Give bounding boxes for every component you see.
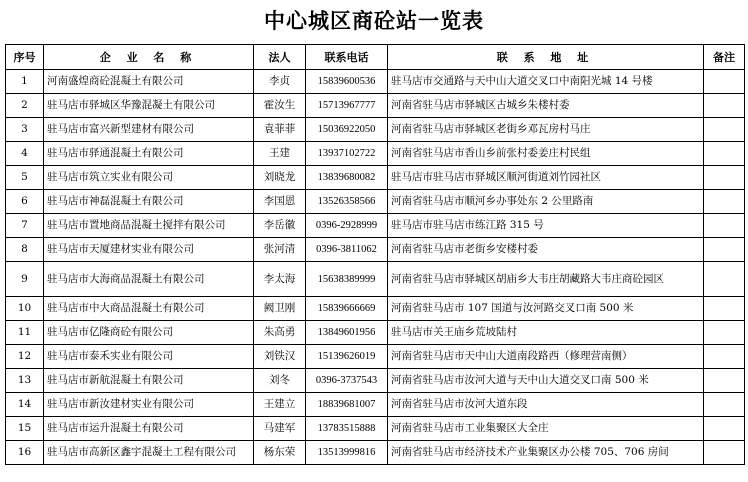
page-title: 中心城区商砼站一览表 bbox=[264, 9, 484, 33]
row-num: 15 bbox=[6, 417, 44, 441]
note bbox=[704, 94, 745, 118]
legal-person: 李岳徽 bbox=[254, 214, 306, 238]
station-table bbox=[5, 44, 745, 465]
note bbox=[704, 321, 745, 345]
address: 驻马店市交通路与天中山大道交叉口中南阳光城 14 号楼 bbox=[388, 70, 704, 94]
table-row bbox=[6, 118, 745, 142]
address: 河南省驻马店市老街乡安楼村委 bbox=[388, 238, 704, 262]
row-num: 7 bbox=[6, 214, 44, 238]
table-row bbox=[6, 369, 745, 393]
note bbox=[704, 70, 745, 94]
header-row bbox=[6, 45, 745, 70]
phone: 15638389999 bbox=[306, 262, 388, 297]
note bbox=[704, 417, 745, 441]
address: 河南省驻马店市驿城区古城乡朱楼村委 bbox=[388, 94, 704, 118]
table-row bbox=[6, 94, 745, 118]
note bbox=[704, 262, 745, 297]
note bbox=[704, 190, 745, 214]
company-name: 驻马店市新航混凝土有限公司 bbox=[44, 369, 254, 393]
company-name: 驻马店市神磊混凝土有限公司 bbox=[44, 190, 254, 214]
legal-person: 刘铁汉 bbox=[254, 345, 306, 369]
legal-person: 刘冬 bbox=[254, 369, 306, 393]
company-name: 驻马店市大海商品混凝土有限公司 bbox=[44, 262, 254, 297]
row-num: 14 bbox=[6, 393, 44, 417]
phone: 15839666669 bbox=[306, 297, 388, 321]
row-num: 6 bbox=[6, 190, 44, 214]
table-row bbox=[6, 70, 745, 94]
legal-person: 刘晓龙 bbox=[254, 166, 306, 190]
legal-person: 李太海 bbox=[254, 262, 306, 297]
company-name: 驻马店市高新区鑫宇混凝土工程有限公司 bbox=[44, 441, 254, 465]
row-num: 12 bbox=[6, 345, 44, 369]
header-note: 备注 bbox=[704, 45, 745, 70]
legal-person: 朱高勇 bbox=[254, 321, 306, 345]
address: 河南省驻马店市香山乡前张村委姜庄村民组 bbox=[388, 142, 704, 166]
row-num: 4 bbox=[6, 142, 44, 166]
phone: 13526358566 bbox=[306, 190, 388, 214]
address: 河南省驻马店市顺河乡办事处东 2 公里路南 bbox=[388, 190, 704, 214]
table-row bbox=[6, 393, 745, 417]
company-name: 驻马店市泰禾实业有限公司 bbox=[44, 345, 254, 369]
address: 河南省驻马店市工业集聚区大全庄 bbox=[388, 417, 704, 441]
header-company: 企 业 名 称 bbox=[44, 45, 254, 70]
company-name: 驻马店市驿通混凝土有限公司 bbox=[44, 142, 254, 166]
address: 河南省驻马店市驿城区老街乡邓瓦房村马庄 bbox=[388, 118, 704, 142]
phone: 0396-3811062 bbox=[306, 238, 388, 262]
company-name: 驻马店市亿隆商砼有限公司 bbox=[44, 321, 254, 345]
phone: 15713967777 bbox=[306, 94, 388, 118]
table-row bbox=[6, 417, 745, 441]
address: 河南省驻马店市天中山大道南段路西（修理营南侧） bbox=[388, 345, 704, 369]
company-name: 驻马店市置地商品混凝土搅拌有限公司 bbox=[44, 214, 254, 238]
phone: 15839600536 bbox=[306, 70, 388, 94]
legal-person: 袁菲菲 bbox=[254, 118, 306, 142]
phone: 0396-3737543 bbox=[306, 369, 388, 393]
company-name: 驻马店市富兴新型建材有限公司 bbox=[44, 118, 254, 142]
table-row bbox=[6, 214, 745, 238]
row-num: 13 bbox=[6, 369, 44, 393]
note bbox=[704, 441, 745, 465]
header-person: 法人 bbox=[254, 45, 306, 70]
table-row bbox=[6, 345, 745, 369]
note bbox=[704, 238, 745, 262]
note bbox=[704, 166, 745, 190]
table-row bbox=[6, 238, 745, 262]
note bbox=[704, 369, 745, 393]
header-num: 序号 bbox=[6, 45, 44, 70]
address: 驻马店市驻马店市练江路 315 号 bbox=[388, 214, 704, 238]
address: 河南省驻马店市汝河大道东段 bbox=[388, 393, 704, 417]
legal-person: 阙卫刚 bbox=[254, 297, 306, 321]
table-row bbox=[6, 297, 745, 321]
phone: 13937102722 bbox=[306, 142, 388, 166]
table-row bbox=[6, 190, 745, 214]
note bbox=[704, 297, 745, 321]
row-num: 11 bbox=[6, 321, 44, 345]
row-num: 1 bbox=[6, 70, 44, 94]
company-name: 驻马店市天厦建材实业有限公司 bbox=[44, 238, 254, 262]
row-num: 2 bbox=[6, 94, 44, 118]
row-num: 8 bbox=[6, 238, 44, 262]
table-row bbox=[6, 166, 745, 190]
legal-person: 霍汝生 bbox=[254, 94, 306, 118]
note bbox=[704, 118, 745, 142]
header-address: 联 系 地 址 bbox=[388, 45, 704, 70]
address: 驻马店市关王庙乡荒坡陆村 bbox=[388, 321, 704, 345]
note bbox=[704, 214, 745, 238]
address: 河南省驻马店市驿城区胡庙乡大韦庄胡藏路大韦庄商砼园区 bbox=[388, 262, 704, 297]
address: 河南省驻马店市汝河大道与天中山大道交叉口南 500 米 bbox=[388, 369, 704, 393]
phone: 18839681007 bbox=[306, 393, 388, 417]
legal-person: 马建军 bbox=[254, 417, 306, 441]
address: 河南省驻马店市 107 国道与汝河路交叉口南 500 米 bbox=[388, 297, 704, 321]
legal-person: 王建立 bbox=[254, 393, 306, 417]
legal-person: 李国恩 bbox=[254, 190, 306, 214]
table-row bbox=[6, 321, 745, 345]
legal-person: 张河清 bbox=[254, 238, 306, 262]
company-name: 驻马店市运升混凝土有限公司 bbox=[44, 417, 254, 441]
legal-person: 杨东荣 bbox=[254, 441, 306, 465]
table-row bbox=[6, 262, 745, 297]
phone: 0396-2928999 bbox=[306, 214, 388, 238]
note bbox=[704, 142, 745, 166]
note bbox=[704, 345, 745, 369]
row-num: 5 bbox=[6, 166, 44, 190]
legal-person: 王建 bbox=[254, 142, 306, 166]
address: 河南省驻马店市经济技术产业集聚区办公楼 705、706 房间 bbox=[388, 441, 704, 465]
row-num: 16 bbox=[6, 441, 44, 465]
company-name: 驻马店市驿城区华豫混凝土有限公司 bbox=[44, 94, 254, 118]
row-num: 10 bbox=[6, 297, 44, 321]
table-row bbox=[6, 142, 745, 166]
company-name: 驻马店市筑立实业有限公司 bbox=[44, 166, 254, 190]
company-name: 驻马店市中大商品混凝土有限公司 bbox=[44, 297, 254, 321]
phone: 13839680082 bbox=[306, 166, 388, 190]
note bbox=[704, 393, 745, 417]
header-phone: 联系电话 bbox=[306, 45, 388, 70]
phone: 15036922050 bbox=[306, 118, 388, 142]
row-num: 9 bbox=[6, 262, 44, 297]
address: 驻马店市驻马店市驿城区顺河街道刘竹园社区 bbox=[388, 166, 704, 190]
phone: 13783515888 bbox=[306, 417, 388, 441]
row-num: 3 bbox=[6, 118, 44, 142]
company-name: 驻马店市新汝建材实业有限公司 bbox=[44, 393, 254, 417]
phone: 15139626019 bbox=[306, 345, 388, 369]
company-name: 河南盛煌商砼混凝土有限公司 bbox=[44, 70, 254, 94]
table-row bbox=[6, 441, 745, 465]
phone: 13849601956 bbox=[306, 321, 388, 345]
phone: 13513999816 bbox=[306, 441, 388, 465]
legal-person: 李贞 bbox=[254, 70, 306, 94]
